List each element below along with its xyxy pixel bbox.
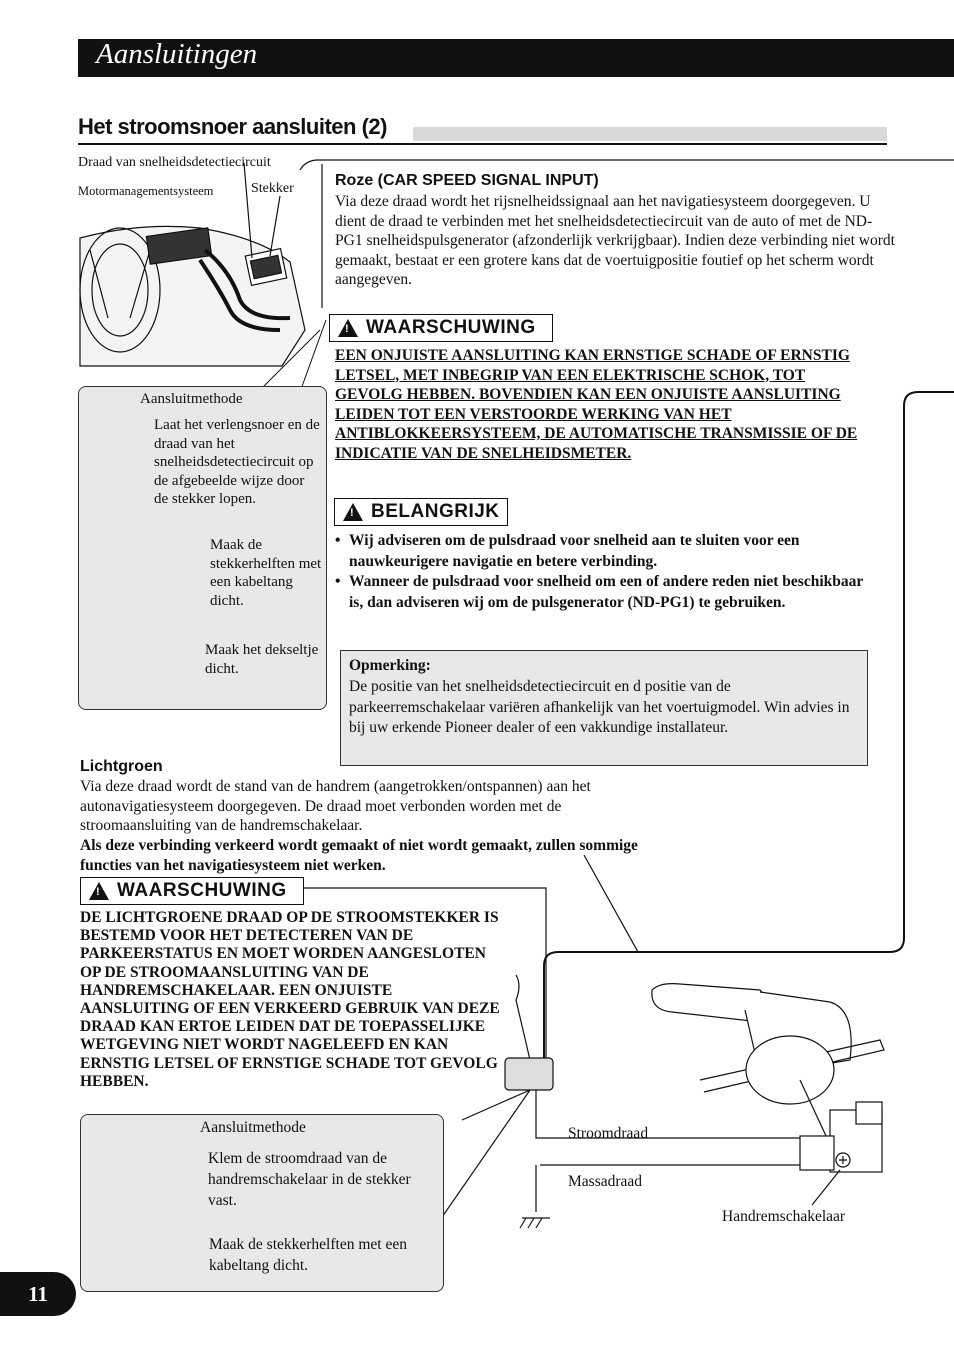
label-power-wire: Stroomdraad bbox=[568, 1125, 649, 1142]
important-badge bbox=[334, 498, 508, 526]
label-handbrake-switch: Handremschakelaar bbox=[722, 1208, 846, 1225]
method1-step1: Laat het verlengsnoer en de draad van het snelheidsdetectiecircuit op de afgebeelde wijze door de stekker lopen. bbox=[154, 417, 320, 507]
pink-warning-label: WAARSCHUWING bbox=[366, 317, 536, 338]
warning-icon: ! bbox=[89, 882, 109, 900]
page-header-title: Aansluitingen bbox=[96, 38, 258, 70]
method2-step1: Klem de stroomdraad van de handremschakelaar in de stekker vast. bbox=[208, 1150, 411, 1209]
note-title: Opmerking: bbox=[349, 657, 431, 674]
note-text: De positie van het snelheidsdetectiecircuit en d positie van de parkeerremschakelaar variëren afhankelijk van het voertuigmodel. Win advies in bij uw erkende Pioneer dealer of een vakkundige installateur. bbox=[349, 678, 850, 736]
pink-warning-text: EEN ONJUISTE AANSLUITING KAN ERNSTIGE SCHADE OF ERNSTIG LETSEL, MET INBEGRIP VAN EEN ELEKTRISCHE SCHOK, TOT GEVOLG HEBBEN. BOVENDIEN KAN EEN ONJUISTE AANSLUITING LEIDEN TOT EEN VERSTOORDE WERKING VAN HET ANTIBLOKKEERSYSTEEM, DE AUTOMATISCHE TRANSMISSIE OF DE INDICATIE VAN DE SNELHEIDSMETER. bbox=[335, 347, 858, 462]
method-title-1: Aansluitmethode bbox=[140, 391, 243, 407]
green-warning-label: WAARSCHUWING bbox=[117, 880, 287, 901]
green-warning-badge bbox=[80, 877, 304, 905]
green-wire-title: Lichtgroen bbox=[80, 758, 163, 775]
method1-step3: Maak het dekseltje dicht. bbox=[205, 642, 319, 677]
green-warning-text: DE LICHTGROENE DRAAD OP DE STROOMSTEKKER IS BESTEMD VOOR HET DETECTEREN VAN DE PARKEERSTATUS EN MOET WORDEN AANGESLOTEN OP DE STROOMAANSLUITING VAN DE HANDREMSCHAKELAAR. EEN ONJUISTE AANSLUITING OF EEN VERKEERD GEBRUIK VAN DEZE DRAAD KAN ERTOE LEIDEN DAT DE TOEPASSELIJKE WETGEVING NIET WORDT NAGELEEFD EN KAN ERNSTIG LETSEL OF ERNSTIGE SCHADE TOT GEVOLG HEBBEN. bbox=[80, 909, 500, 1090]
label-plug: Stekker bbox=[251, 181, 294, 196]
label-ground-wire: Massadraad bbox=[568, 1173, 643, 1190]
green-wire-bold-text: Als deze verbinding verkeerd wordt gemaakt of niet wordt gemaakt, zullen sommige functies van het navigatiesysteem niet werken. bbox=[80, 837, 638, 874]
warning-icon: ! bbox=[338, 319, 358, 337]
important-label: BELANGRIJK bbox=[371, 501, 500, 522]
green-wire-text: Via deze draad wordt de stand van de handrem (aangetrokken/ontspannen) aan het autonavigatiesysteem doorgegeven. De draad moet verbonden worden met de stroomaansluiting van de handremschakelaar. bbox=[80, 778, 591, 834]
pink-wire-text: Via deze draad wordt het rijsnelheidssignaal aan het navigatiesysteem doorgegeven. U dient de draad te verbinden met het snelheidsdetectiecircuit van de auto of met de ND-PG1 snelheidspulsgenerator (afzonderlijk verkrijgbaar). Indien deze verbinding niet wordt gemaakt, bestaat er een grotere kans dat de voertuigpositie foutief op het scherm wordt aangegeven. bbox=[335, 193, 895, 288]
pink-wire-title: Roze (CAR SPEED SIGNAL INPUT) bbox=[335, 172, 599, 189]
important-list bbox=[335, 531, 865, 613]
page-number: 11 bbox=[0, 1272, 76, 1316]
section-title: Het stroomsnoer aansluiten (2) bbox=[78, 114, 387, 139]
method-title-2: Aansluitmethode bbox=[200, 1119, 306, 1136]
method1-step2: Maak de stekkerhelften met een kabeltang dicht. bbox=[210, 537, 322, 609]
label-engine-system: Motormanagementsysteem bbox=[78, 184, 214, 198]
method2-step2: Maak de stekkerhelften met een kabeltang dicht. bbox=[209, 1236, 407, 1274]
important-bullet-1: • Wij adviseren om de pulsdraad voor snelheid aan te sluiten voor een nauwkeurigere navigatie en betere verbinding. bbox=[335, 531, 865, 572]
important-bullet-2: • Wanneer de pulsdraad voor snelheid om een of andere reden niet beschikbaar is, dan adviseren wij om de pulsgenerator (ND-PG1) te gebruiken. bbox=[335, 572, 865, 613]
pink-warning-badge bbox=[329, 314, 553, 342]
label-speed-circuit: Draad van snelheidsdetectiecircuit bbox=[78, 155, 271, 170]
warning-icon: ! bbox=[343, 503, 363, 521]
